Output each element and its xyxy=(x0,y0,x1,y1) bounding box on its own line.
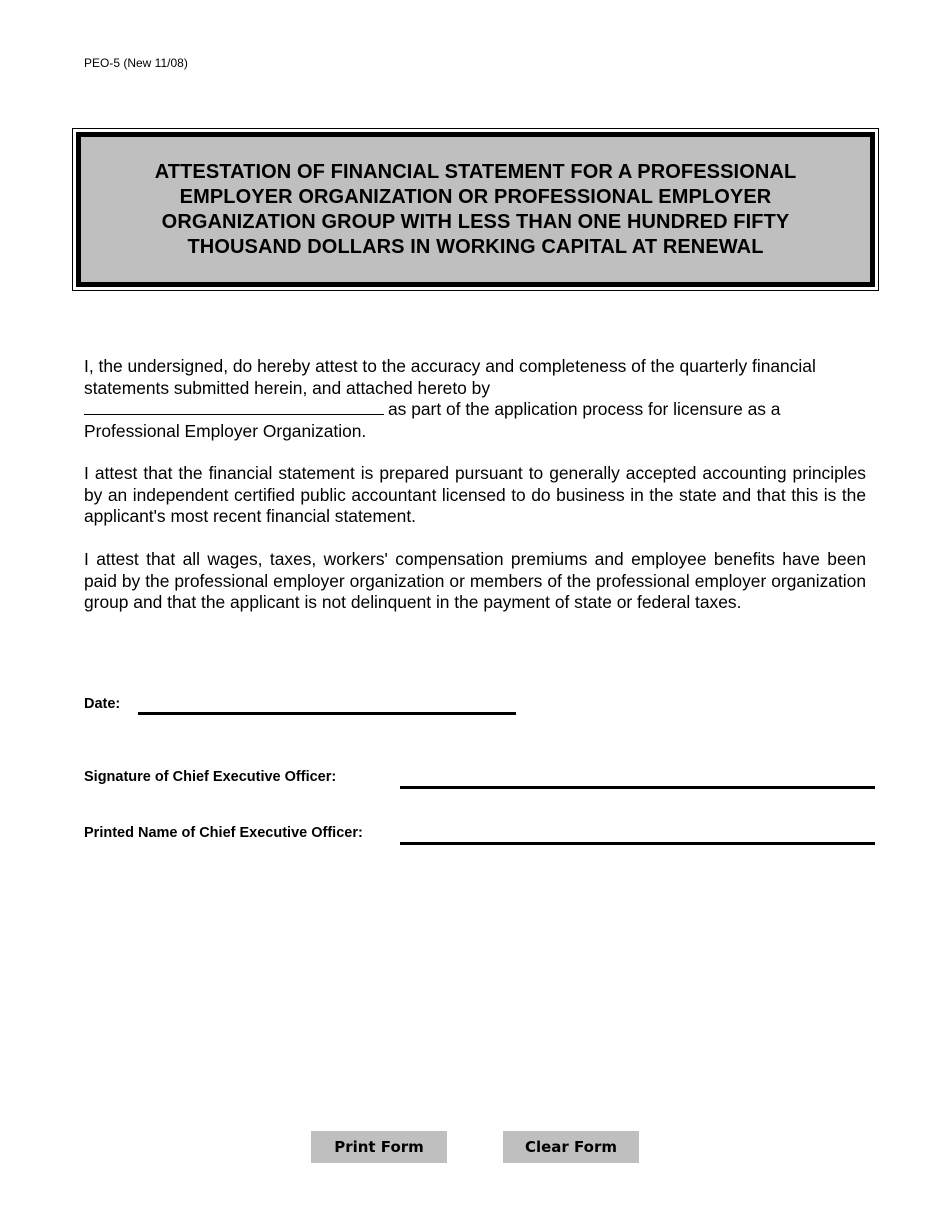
applicant-name-blank[interactable] xyxy=(84,399,384,415)
attestation-paragraph-3: I attest that all wages, taxes, workers' compensation premiums and employee benefits have been paid by the professional employer organization or members of the professional employer organization group and that the applicant is not delinquent in the payment of state or federal taxes. xyxy=(84,549,866,612)
form-code: PEO-5 (New 11/08) xyxy=(84,56,188,70)
date-field[interactable] xyxy=(138,712,516,715)
signature-field[interactable] xyxy=(400,786,875,789)
print-form-button[interactable]: Print Form xyxy=(311,1131,447,1163)
paragraph-1-before: I, the undersigned, do hereby attest to the accuracy and completeness of the quarterly financial statements submitted herein, and attached hereto by xyxy=(84,356,816,398)
clear-form-button[interactable]: Clear Form xyxy=(503,1131,639,1163)
signature-label: Signature of Chief Executive Officer: xyxy=(84,769,337,785)
printed-name-label: Printed Name of Chief Executive Officer: xyxy=(84,825,363,841)
attestation-paragraph-2: I attest that the financial statement is prepared pursuant to generally accepted accounting principles by an independent certified public accountant licensed to do business in the state and that this is the applicant's most recent financial statement. xyxy=(84,463,866,526)
paragraph-1-after: as part of the application process for licensure as a Professional Employer Organization. xyxy=(84,399,781,441)
title-inner xyxy=(76,132,875,287)
date-label: Date: xyxy=(84,696,121,712)
page-title: ATTESTATION OF FINANCIAL STATEMENT FOR A PROFESSIONAL EMPLOYER ORGANIZATION OR PROFESSIONAL EMPLOYER ORGANIZATION GROUP WITH LESS THAN ONE HUNDRED FIFTY THOUSAND DOLLARS IN WORKING CAPITAL AT RENEWAL xyxy=(154,160,797,258)
attestation-paragraph-1 xyxy=(84,356,866,442)
title-box xyxy=(72,128,879,291)
printed-name-field[interactable] xyxy=(400,842,875,845)
